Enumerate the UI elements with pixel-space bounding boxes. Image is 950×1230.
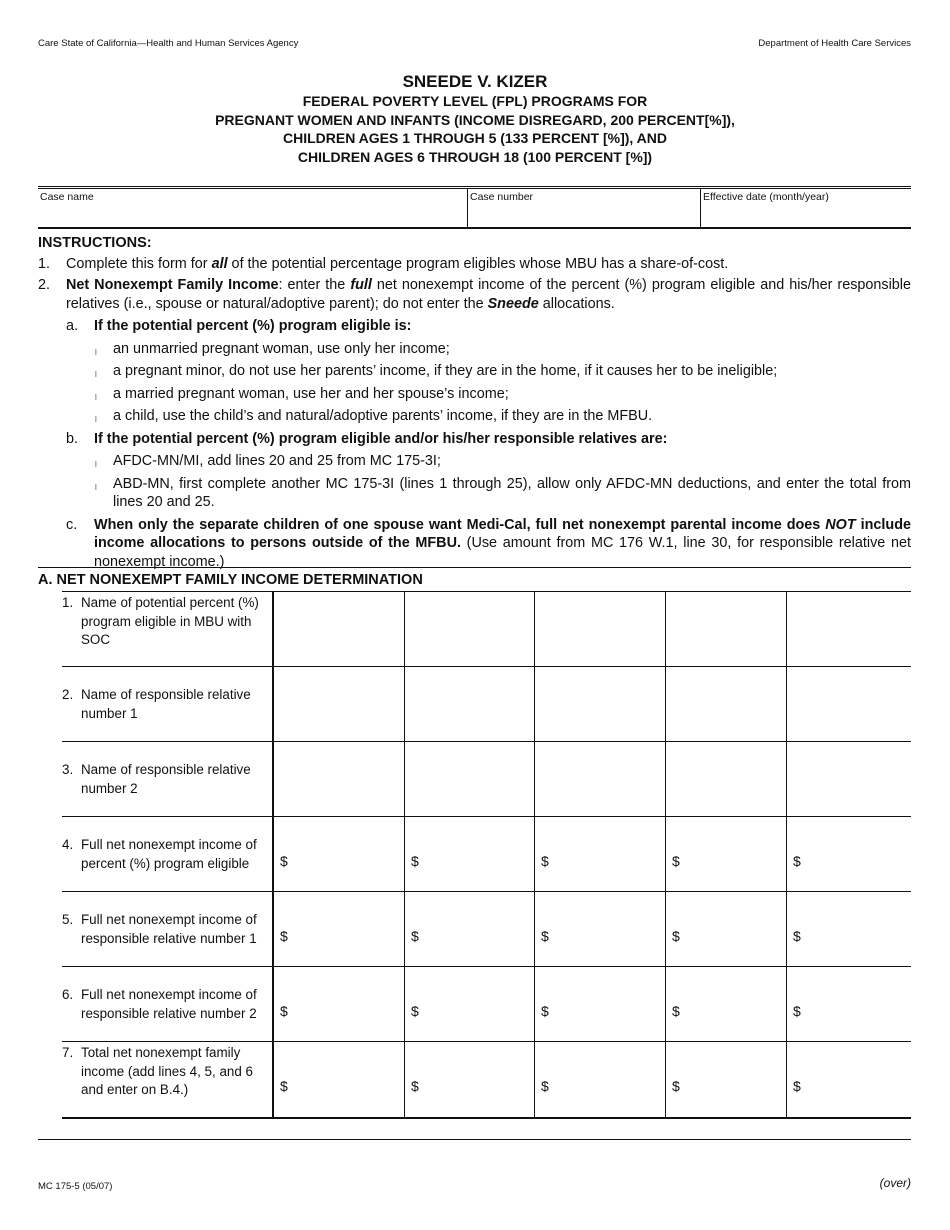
amount-cell[interactable]: $ bbox=[666, 1042, 787, 1117]
title-line-2: PREGNANT WOMEN AND INFANTS (INCOME DISREGARD, 200 PERCENT[%]), bbox=[215, 111, 735, 128]
row-number: 1. bbox=[62, 595, 74, 610]
bullet-text: a married pregnant woman, use her and her spouse’s income; bbox=[113, 385, 509, 402]
entry-cell[interactable] bbox=[787, 592, 911, 666]
instruction-text: allocations. bbox=[538, 295, 615, 312]
row-label bbox=[62, 742, 274, 816]
table-row bbox=[62, 967, 911, 1042]
amount-cell[interactable]: $ bbox=[793, 928, 801, 944]
instructions bbox=[38, 234, 911, 571]
department-header: Department of Health Care Services bbox=[758, 38, 911, 49]
row-label bbox=[62, 817, 274, 891]
bullet-text: an unmarried pregnant woman, use only her income; bbox=[113, 340, 450, 357]
row-label-text: Name of responsible relative number 2 bbox=[81, 762, 251, 796]
over-note: (over) bbox=[879, 1176, 911, 1190]
row-number: 4. bbox=[62, 837, 74, 852]
effective-date-label: Effective date (month/year) bbox=[703, 191, 829, 203]
amount-cell[interactable]: $ bbox=[274, 892, 405, 966]
list-item bbox=[38, 475, 911, 512]
entry-cell[interactable] bbox=[405, 742, 535, 816]
row-label-text: Full net nonexempt income of percent (%) program eligible bbox=[81, 837, 257, 871]
instruction-text: : enter the bbox=[278, 277, 351, 293]
amount-cell[interactable]: $ bbox=[535, 817, 666, 891]
bullet-icon: l bbox=[95, 482, 97, 492]
entry-cell[interactable] bbox=[666, 742, 787, 816]
table-row bbox=[62, 817, 911, 892]
amount-cell[interactable]: $ bbox=[405, 817, 535, 891]
entry-cell[interactable] bbox=[535, 592, 666, 666]
amount-cell[interactable]: $ bbox=[535, 967, 666, 1041]
instruction-emphasis: NOT bbox=[825, 516, 856, 533]
case-name-field[interactable] bbox=[38, 189, 467, 227]
instruction-1 bbox=[38, 255, 911, 274]
row-label-text: Full net nonexempt income of responsible relative number 2 bbox=[81, 987, 257, 1021]
table-row bbox=[62, 892, 911, 967]
effective-date-field[interactable] bbox=[700, 189, 911, 227]
instruction-text: of the potential percentage program eligibles whose MBU has a share-of-cost. bbox=[227, 255, 729, 272]
title-main: SNEEDE V. KIZER bbox=[402, 72, 548, 91]
bullet-icon: l bbox=[95, 415, 97, 424]
title-line-1: FEDERAL POVERTY LEVEL (FPL) PROGRAMS FOR bbox=[302, 93, 648, 109]
amount-cell[interactable]: $ bbox=[405, 1042, 535, 1117]
amount-cell[interactable]: $ bbox=[793, 1003, 801, 1019]
bullet-text: a child, use the child’s and natural/adoptive parents’ income, if they are in the MFBU. bbox=[113, 408, 653, 424]
instructions-heading: INSTRUCTIONS: bbox=[38, 235, 152, 251]
entry-cell[interactable] bbox=[405, 667, 535, 741]
bullet-text: ABD-MN, first complete another MC 175-3I (lines 1 through 25), allow only AFDC-MN deductions, and enter the total from lines 20 and 25. bbox=[113, 475, 911, 510]
instruction-number: 1. bbox=[38, 255, 51, 272]
sub-heading: If the potential percent (%) program eligible is: bbox=[94, 318, 412, 334]
entry-cell[interactable] bbox=[535, 742, 666, 816]
bullet-list-b bbox=[38, 452, 911, 512]
row-label-text: Total net nonexempt family income (add lines 4, 5, and 6 and enter on B.4.) bbox=[81, 1045, 253, 1097]
sub-heading: If the potential percent (%) program eligible and/or his/her responsible relatives are: bbox=[94, 430, 668, 447]
table-row bbox=[62, 667, 911, 742]
row-label-text: Name of potential percent (%) program eligible in MBU with SOC bbox=[81, 595, 259, 647]
row-label-text: Name of responsible relative number 1 bbox=[81, 687, 251, 721]
case-name-label: Case name bbox=[40, 191, 94, 203]
row-number: 7. bbox=[62, 1045, 74, 1060]
instruction-2b bbox=[38, 430, 911, 449]
income-determination-table bbox=[62, 591, 911, 1119]
row-label bbox=[62, 592, 274, 666]
entry-cell[interactable] bbox=[787, 742, 911, 816]
row-label-text: Full net nonexempt income of responsible relative number 1 bbox=[81, 912, 257, 946]
sub-letter: b. bbox=[66, 430, 79, 447]
list-item bbox=[38, 407, 911, 426]
amount-cell[interactable]: $ bbox=[793, 853, 801, 869]
row-label bbox=[62, 1042, 274, 1117]
entry-cell[interactable] bbox=[787, 667, 911, 741]
instruction-2c bbox=[38, 516, 911, 572]
amount-cell[interactable]: $ bbox=[405, 967, 535, 1041]
instruction-emphasis: Sneede bbox=[487, 295, 539, 312]
amount-cell[interactable]: $ bbox=[274, 967, 405, 1041]
title-line-4: CHILDREN AGES 6 THROUGH 18 (100 PERCENT [%]) bbox=[297, 148, 653, 165]
list-item bbox=[38, 340, 911, 359]
bullet-list-a bbox=[38, 340, 911, 426]
amount-cell[interactable]: $ bbox=[274, 817, 405, 891]
section-a-title: A. NET NONEXEMPT FAMILY INCOME DETERMINATION bbox=[38, 572, 423, 588]
bullet-icon: l bbox=[95, 460, 97, 469]
instruction-emphasis: full bbox=[350, 277, 372, 293]
entry-cell[interactable] bbox=[405, 592, 535, 666]
form-title bbox=[0, 72, 950, 166]
amount-cell[interactable]: $ bbox=[405, 892, 535, 966]
entry-cell[interactable] bbox=[666, 592, 787, 666]
instruction-2 bbox=[38, 276, 911, 313]
entry-cell[interactable] bbox=[535, 667, 666, 741]
row-number: 6. bbox=[62, 987, 74, 1002]
case-number-label: Case number bbox=[470, 191, 534, 203]
amount-cell[interactable]: $ bbox=[666, 967, 787, 1041]
entry-cell[interactable] bbox=[274, 592, 405, 666]
instruction-2a bbox=[38, 317, 911, 336]
row-number: 2. bbox=[62, 687, 74, 702]
bottom-divider bbox=[38, 1139, 911, 1140]
sub-heading: When only the separate children of one spouse want Medi-Cal, full net nonexempt parental income does bbox=[94, 516, 826, 533]
agency-header: Care State of California—Health and Human Services Agency bbox=[38, 38, 299, 49]
instruction-text: net nonexempt income of the percent (%) program eligible and his/her responsible relatives (i.e., spouse or natural/adoptive parent); do not enter the bbox=[66, 277, 912, 312]
bullet-text: AFDC-MN/MI, add lines 20 and 25 from MC 175-3I; bbox=[113, 453, 441, 469]
table-row bbox=[62, 742, 911, 817]
amount-cell[interactable]: $ bbox=[793, 1078, 801, 1094]
section-divider bbox=[38, 567, 911, 568]
table-row bbox=[62, 1042, 911, 1117]
sub-letter: c. bbox=[66, 516, 78, 533]
row-number: 3. bbox=[62, 762, 74, 777]
list-item bbox=[38, 452, 911, 471]
amount-cell[interactable]: $ bbox=[535, 892, 666, 966]
amount-cell[interactable]: $ bbox=[666, 817, 787, 891]
list-item bbox=[38, 385, 911, 404]
bullet-text: a pregnant minor, do not use her parents’ income, if they are in the home, if it causes her to be ineligible; bbox=[113, 363, 778, 379]
row-label bbox=[62, 967, 274, 1041]
row-label bbox=[62, 892, 274, 966]
entry-cell[interactable] bbox=[274, 667, 405, 741]
table-row bbox=[62, 592, 911, 667]
case-number-field[interactable] bbox=[467, 189, 700, 227]
instruction-bold: Net Nonexempt Family Income bbox=[66, 277, 279, 293]
sub-letter: a. bbox=[66, 318, 79, 334]
amount-cell[interactable]: $ bbox=[535, 1042, 666, 1117]
sub-heading: include income allocations to persons outside of the MFBU. bbox=[94, 516, 911, 551]
instruction-emphasis: all bbox=[211, 255, 228, 272]
bullet-icon: l bbox=[95, 392, 97, 402]
entry-cell[interactable] bbox=[666, 667, 787, 741]
case-info-row bbox=[38, 186, 911, 229]
row-label bbox=[62, 667, 274, 741]
instruction-text: Complete this form for bbox=[66, 255, 212, 272]
bullet-icon: l bbox=[95, 370, 97, 379]
amount-cell[interactable]: $ bbox=[274, 1042, 405, 1117]
entry-cell[interactable] bbox=[274, 742, 405, 816]
list-item bbox=[38, 362, 911, 381]
instruction-text: (Use amount from MC 176 W.1, line 30, for responsible relative net nonexempt income.) bbox=[94, 535, 911, 570]
instruction-number: 2. bbox=[38, 277, 51, 293]
bullet-icon: l bbox=[95, 347, 97, 357]
title-line-3: CHILDREN AGES 1 THROUGH 5 (133 PERCENT [%]), AND bbox=[282, 130, 667, 146]
row-number: 5. bbox=[62, 912, 74, 927]
amount-cell[interactable]: $ bbox=[666, 892, 787, 966]
form-id: MC 175-5 (05/07) bbox=[38, 1181, 113, 1192]
